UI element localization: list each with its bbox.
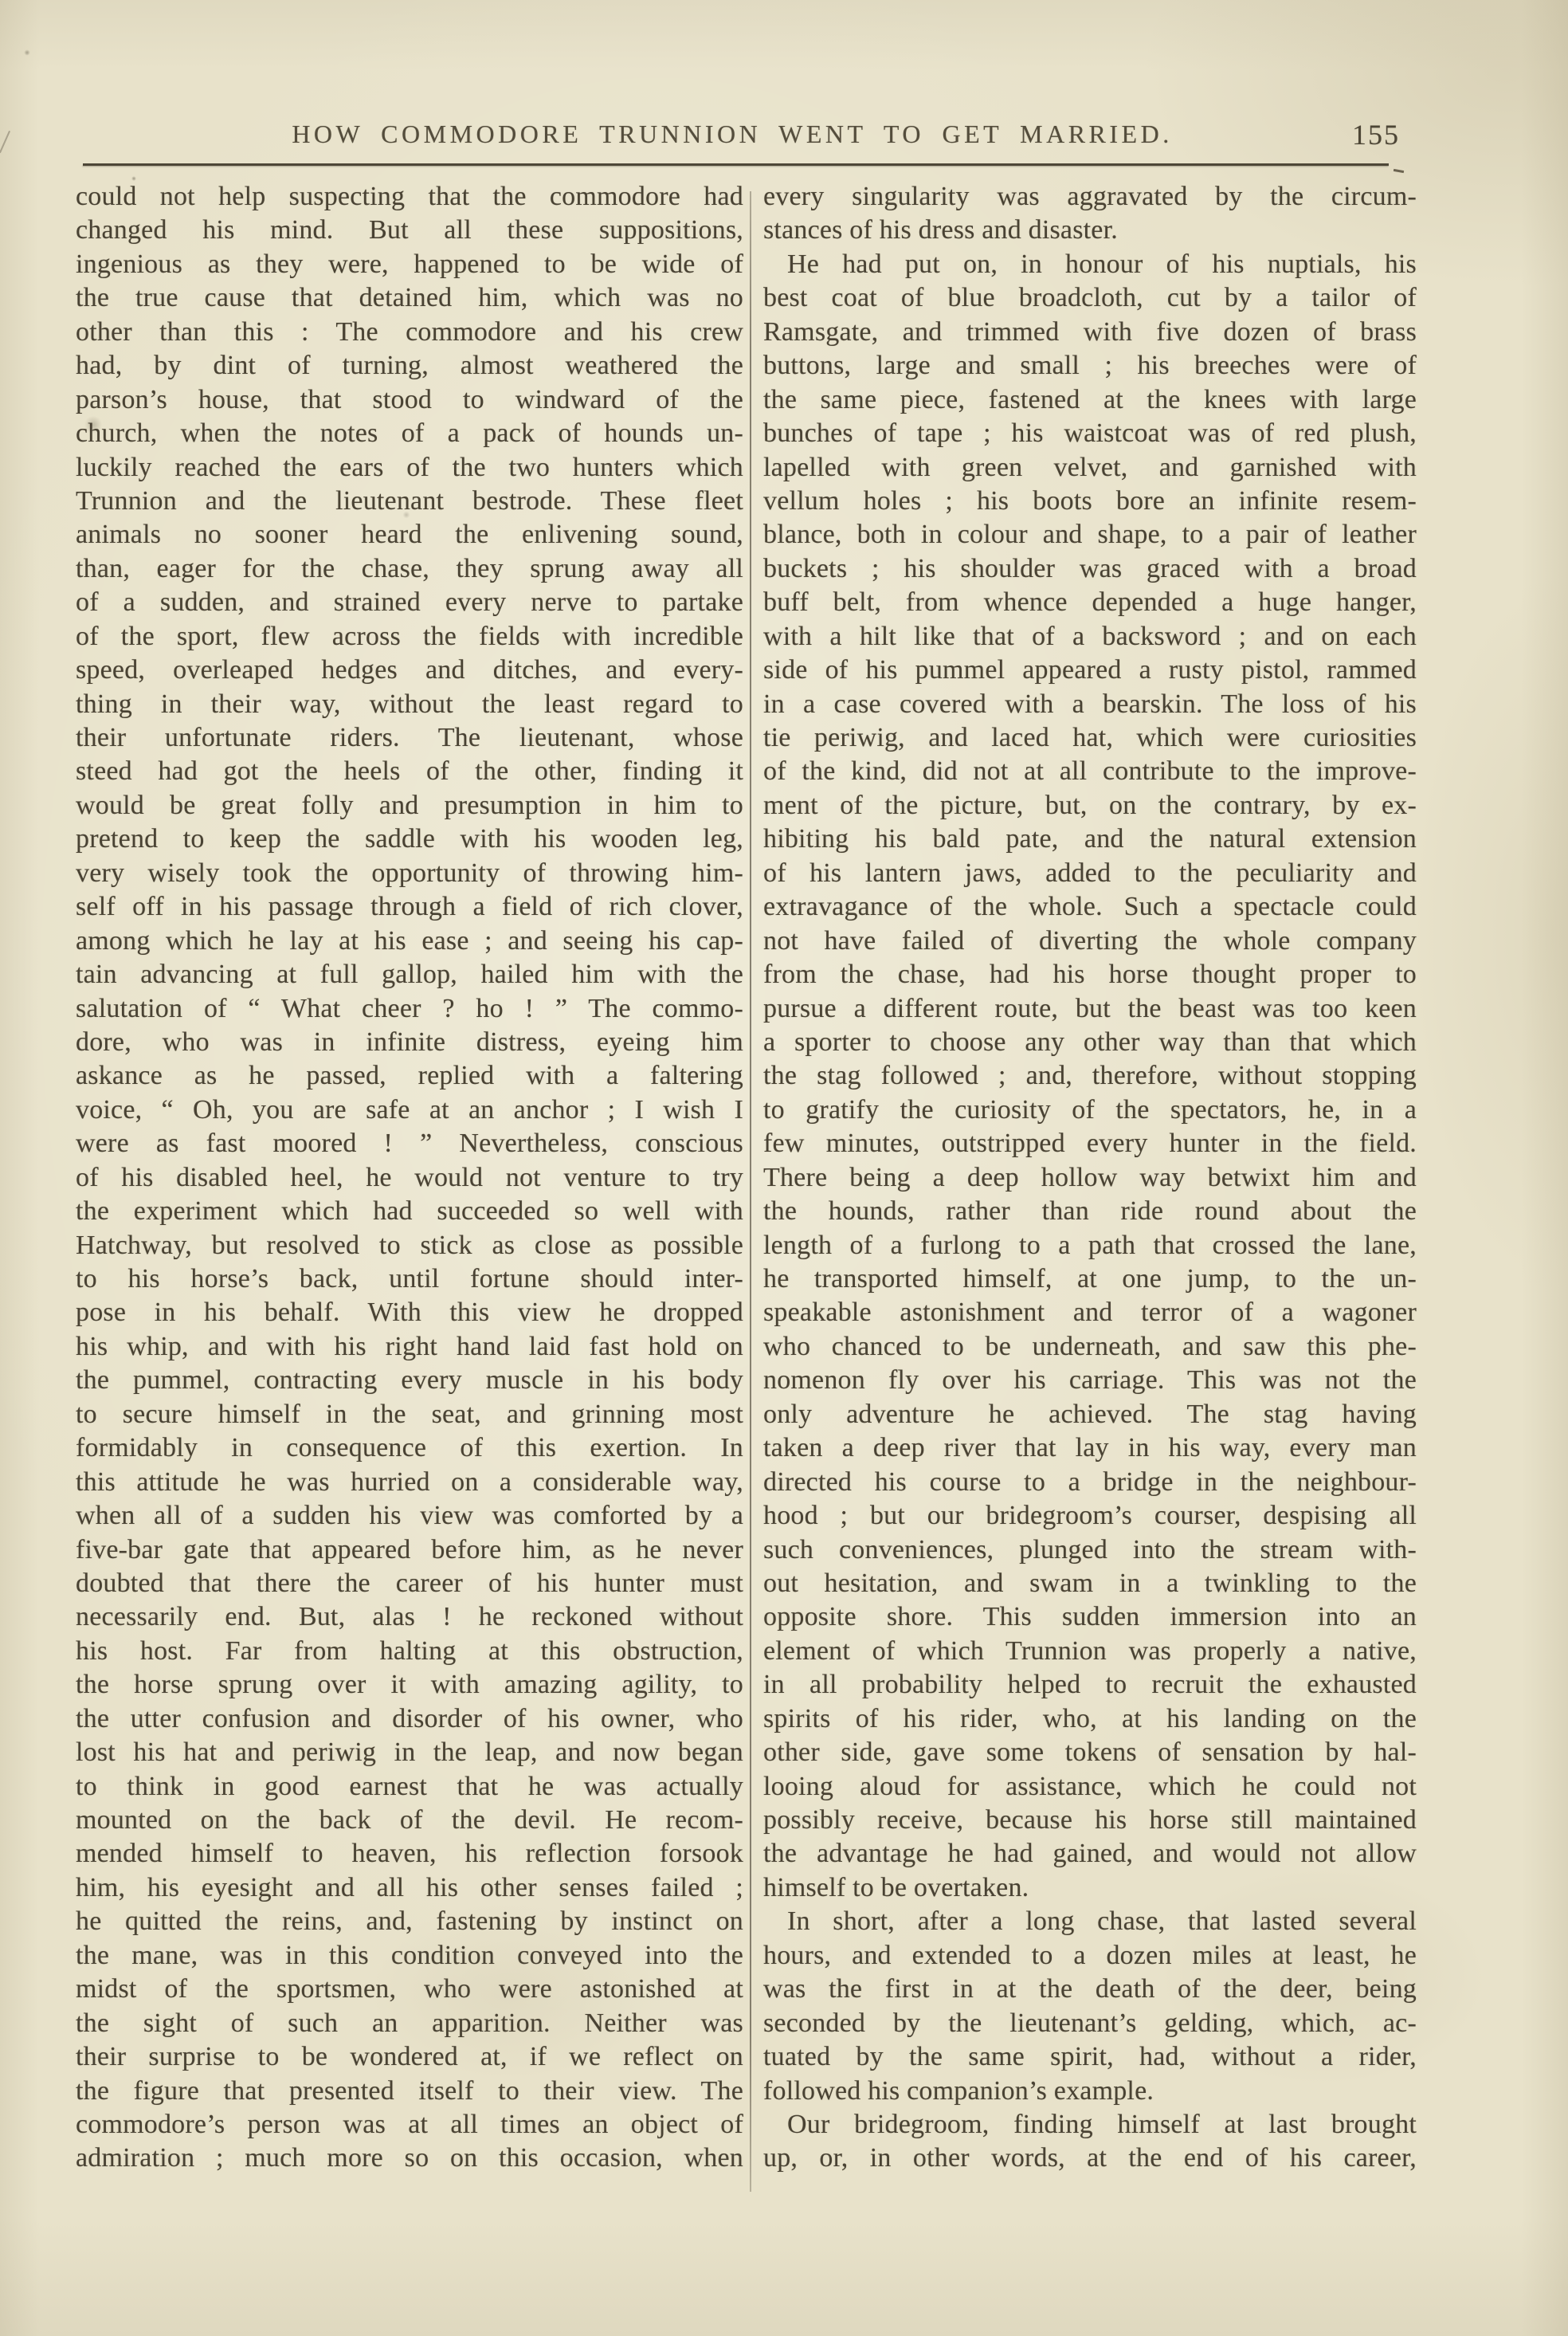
text-line: hood ; but our bridegroom’s courser, despising all bbox=[763, 1501, 1417, 1531]
text-line: he quitted the reins, and, fastening by instinct on bbox=[76, 1906, 743, 1937]
text-line: when all of a sudden his view was comforted by a bbox=[76, 1501, 743, 1531]
text-line: his host. Far from halting at this obstruction, bbox=[76, 1635, 743, 1666]
text-line: himself to be overtaken. bbox=[763, 1872, 1029, 1902]
text-line: not have failed of diverting the whole company bbox=[763, 925, 1417, 956]
text-line: every singularity was aggravated by the circum- bbox=[763, 182, 1417, 211]
text-line: the utter confusion and disorder of his owner, who bbox=[76, 1703, 743, 1733]
text-line: animals no sooner heard the enlivening sound, bbox=[76, 520, 743, 550]
text-line: speed, overleaped hedges and ditches, and every- bbox=[76, 655, 743, 685]
pencil-mark bbox=[0, 131, 10, 153]
text-line: their surprise to be wondered at, if we reflect on bbox=[76, 2042, 743, 2072]
text-line: up, or, in other words, at the end of his career, bbox=[763, 2143, 1417, 2173]
text-line: were as fast moored ! ” Nevertheless, conscious bbox=[76, 1129, 743, 1159]
text-line: spirits of his rider, who, at his landing on the bbox=[763, 1703, 1417, 1733]
text-line: than, eager for the chase, they sprung away all bbox=[76, 553, 743, 583]
running-header: HOW COMMODORE TRUNNION WENT TO GET MARRIED. bbox=[292, 120, 1173, 148]
text-line: with a hilt like that of a backsword ; and on each bbox=[763, 621, 1417, 651]
text-line: to his horse’s back, until fortune should inter- bbox=[76, 1264, 743, 1294]
text-line: salutation of “ What cheer ? ho ! ” The commo- bbox=[76, 993, 743, 1023]
text-line: buff belt, from whence depended a huge hanger, bbox=[763, 587, 1417, 618]
text-line: ingenious as they were, happened to be wide of bbox=[76, 249, 743, 279]
text-line: to think in good earnest that he was actually bbox=[76, 1771, 743, 1801]
text-line: this attitude he was hurried on a considerable way, bbox=[76, 1466, 743, 1497]
text-line: pretend to keep the saddle with his wooden leg, bbox=[76, 824, 743, 854]
text-line: the stag followed ; and, therefore, without stopping bbox=[763, 1061, 1417, 1091]
text-line: had, by dint of turning, almost weathered the bbox=[76, 351, 743, 381]
text-line: bunches of tape ; his waistcoat was of red plush, bbox=[763, 418, 1417, 449]
text-line: the hounds, rather than ride round about the bbox=[763, 1196, 1417, 1227]
text-line: midst of the sportsmen, who were astonished at bbox=[76, 1974, 743, 2004]
text-line: a sporter to choose any other way than that which bbox=[763, 1027, 1417, 1057]
text-line: tie periwig, and laced hat, which were curiosities bbox=[763, 723, 1417, 752]
text-line: could not help suspecting that the commodore had bbox=[76, 182, 743, 211]
text-line: In short, after a long chase, that lasted several bbox=[787, 1906, 1417, 1937]
text-line: looing aloud for assistance, which he could not bbox=[763, 1771, 1417, 1801]
text-line: speakable astonishment and terror of a wagoner bbox=[763, 1298, 1417, 1328]
text-line: luckily reached the ears of the two hunters which bbox=[76, 452, 743, 482]
text-line: the pummel, contracting every muscle in his body bbox=[76, 1365, 743, 1396]
text-line: other than this : The commodore and his crew bbox=[76, 316, 743, 347]
text-line: their unfortunate riders. The lieutenant, whose bbox=[76, 723, 743, 752]
text-line: lost his hat and periwig in the leap, and now began bbox=[76, 1737, 743, 1768]
text-line: tuated by the same spirit, had, without a rider, bbox=[763, 2042, 1417, 2072]
text-line: length of a furlong to a path that crossed the lane, bbox=[763, 1230, 1417, 1260]
page-number: 155 bbox=[1352, 119, 1400, 151]
text-line: the mane, was in this condition conveyed into the bbox=[76, 1940, 743, 1970]
text-line: church, when the notes of a pack of hounds un- bbox=[76, 418, 743, 449]
text-line: voice, “ Oh, you are safe at an anchor ; I wish I bbox=[76, 1094, 743, 1125]
text-line: thing in their way, without the least regard to bbox=[76, 689, 743, 719]
text-line: was the first in at the death of the deer, being bbox=[763, 1974, 1417, 2004]
text-line: best coat of blue broadcloth, cut by a tailor of bbox=[763, 283, 1417, 313]
text-line: buckets ; his shoulder was graced with a broad bbox=[763, 553, 1417, 583]
text-line: self off in his passage through a field of rich clover, bbox=[76, 892, 743, 922]
text-line: in all probability helped to recruit the exhausted bbox=[763, 1670, 1417, 1700]
text-line: pursue a different route, but the beast was too keen bbox=[763, 993, 1417, 1023]
text-line: the horse sprung over it with amazing agility, to bbox=[76, 1670, 743, 1700]
text-line: Hatchway, but resolved to stick as close as possible bbox=[76, 1230, 743, 1260]
header-rule bbox=[83, 163, 1389, 166]
text-line: hours, and extended to a dozen miles at least, he bbox=[763, 1940, 1417, 1970]
text-line: who chanced to be underneath, and saw this phe- bbox=[763, 1331, 1417, 1361]
text-line: few minutes, outstripped every hunter in the field. bbox=[763, 1129, 1417, 1159]
text-line: only adventure he achieved. The stag having bbox=[763, 1399, 1417, 1429]
text-line: the advantage he had gained, and would not allow bbox=[763, 1839, 1417, 1869]
text-line: of the kind, did not at all contribute to the improve- bbox=[763, 756, 1417, 787]
text-line: of his disabled heel, he would not venture to try bbox=[76, 1162, 743, 1192]
text-line: possibly receive, because his horse still maintained bbox=[763, 1805, 1417, 1835]
text-line: Ramsgate, and trimmed with five dozen of brass bbox=[763, 316, 1417, 347]
text-line: opposite shore. This sudden immersion into an bbox=[763, 1602, 1417, 1632]
text-line: lapelled with green velvet, and garnished with bbox=[763, 452, 1417, 482]
text-column-left bbox=[76, 180, 743, 2176]
text-line: blance, both in colour and shape, to a pair of leather bbox=[763, 520, 1417, 550]
text-line: necessarily end. But, alas ! he reckoned without bbox=[76, 1602, 743, 1632]
text-line: side of his pummel appeared a rusty pistol, rammed bbox=[763, 655, 1417, 685]
text-line: commodore’s person was at all times an object of bbox=[76, 2109, 743, 2139]
text-line: to gratify the curiosity of the spectators, he, in a bbox=[763, 1094, 1417, 1125]
text-line: Trunnion and the lieutenant bestrode. These fleet bbox=[76, 485, 743, 516]
text-line: such conveniences, plunged into the stream with- bbox=[763, 1534, 1417, 1565]
text-line: tain advancing at full gallop, hailed him with the bbox=[76, 960, 743, 990]
text-line: him, his eyesight and all his other senses failed ; bbox=[76, 1872, 743, 1902]
text-line: admiration ; much more so on this occasion, when bbox=[76, 2143, 743, 2173]
text-line: the sight of such an apparition. Neither was bbox=[76, 2008, 743, 2038]
text-line: he transported himself, at one jump, to the un- bbox=[763, 1264, 1417, 1294]
text-line: He had put on, in honour of his nuptials, his bbox=[787, 249, 1417, 279]
text-line: would be great folly and presumption in him to bbox=[76, 790, 743, 820]
text-line: steed had got the heels of the other, finding it bbox=[76, 756, 743, 787]
text-line: buttons, large and small ; his breeches were of bbox=[763, 351, 1417, 381]
text-line: changed his mind. But all these suppositions, bbox=[76, 215, 743, 245]
text-line: Our bridegroom, finding himself at last brought bbox=[787, 2109, 1417, 2139]
text-column-right bbox=[763, 180, 1417, 2176]
text-line: followed his companion’s example. bbox=[763, 2075, 1154, 2106]
text-line: hibiting his bald pate, and the natural extension bbox=[763, 824, 1417, 854]
text-line: vellum holes ; his boots bore an infinite resem- bbox=[763, 485, 1417, 516]
text-line: extravagance of the whole. Such a spectacle could bbox=[763, 892, 1417, 922]
text-line: of his lantern jaws, added to the peculiarity and bbox=[763, 858, 1417, 888]
text-line: mended himself to heaven, his reflection forsook bbox=[76, 1839, 743, 1869]
text-line: other side, gave some tokens of sensation by hal- bbox=[763, 1737, 1417, 1768]
text-line: the true cause that detained him, which was no bbox=[76, 283, 743, 313]
text-line: from the chase, had his horse thought proper to bbox=[763, 960, 1417, 990]
text-line: of the sport, flew across the fields with incredible bbox=[76, 621, 743, 651]
text-line: out hesitation, and swam in a twinkling to the bbox=[763, 1568, 1417, 1598]
rule-end-dash bbox=[1394, 169, 1404, 173]
text-line: of a sudden, and strained every nerve to partake bbox=[76, 587, 743, 618]
text-line: to secure himself in the seat, and grinning most bbox=[76, 1399, 743, 1429]
text-line: in a case covered with a bearskin. The loss of his bbox=[763, 689, 1417, 719]
text-line: formidably in consequence of this exertion. In bbox=[76, 1433, 743, 1463]
text-line: his whip, and with his right hand laid fast hold on bbox=[76, 1331, 743, 1361]
text-line: the experiment which had succeeded so well with bbox=[76, 1196, 743, 1227]
text-line: askance as he passed, replied with a faltering bbox=[76, 1061, 743, 1091]
text-line: There being a deep hollow way betwixt him and bbox=[763, 1162, 1417, 1192]
text-line: ment of the picture, but, on the contrary, by ex- bbox=[763, 790, 1417, 820]
text-line: element of which Trunnion was properly a native, bbox=[763, 1635, 1417, 1666]
text-line: among which he lay at his ease ; and seeing his cap- bbox=[76, 925, 743, 956]
text-line: taken a deep river that lay in his way, every man bbox=[763, 1433, 1417, 1463]
text-line: five-bar gate that appeared before him, as he never bbox=[76, 1534, 743, 1565]
text-line: very wisely took the opportunity of throwing him- bbox=[76, 858, 743, 888]
text-line: stances of his dress and disaster. bbox=[763, 215, 1118, 245]
text-line: doubted that there the career of his hunter must bbox=[76, 1568, 743, 1598]
text-line: pose in his behalf. With this view he dropped bbox=[76, 1298, 743, 1328]
column-divider-rule bbox=[750, 191, 751, 2192]
text-line: parson’s house, that stood to windward of the bbox=[76, 384, 743, 414]
text-line: mounted on the back of the devil. He recom- bbox=[76, 1805, 743, 1835]
text-line: the same piece, fastened at the knees with large bbox=[763, 384, 1417, 414]
text-line: nomenon fly over his carriage. This was not the bbox=[763, 1365, 1417, 1396]
text-line: the figure that presented itself to their view. The bbox=[76, 2075, 743, 2106]
text-line: directed his course to a bridge in the neighbour- bbox=[763, 1466, 1417, 1497]
text-line: seconded by the lieutenant’s gelding, which, ac- bbox=[763, 2008, 1417, 2038]
text-line: dore, who was in infinite distress, eyeing him bbox=[76, 1027, 743, 1057]
